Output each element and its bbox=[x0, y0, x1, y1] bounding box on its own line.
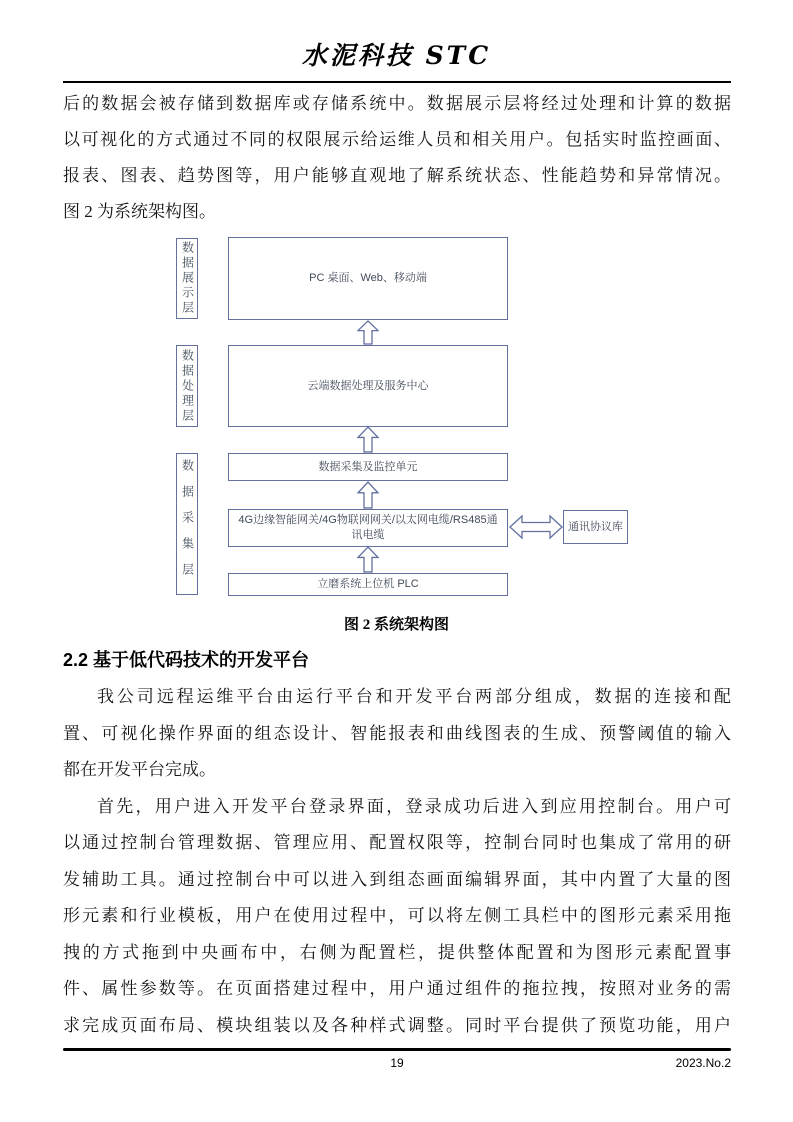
footer bbox=[63, 1054, 731, 1072]
body-line: 后的数据会被存储到数据库或存储系统中。数据展示层将经过处理和计算的数据 bbox=[63, 94, 731, 113]
section-heading: 2.2 基于低代码技术的开发平台 bbox=[63, 650, 310, 670]
box-protocol-library: 通讯协议库 bbox=[563, 510, 628, 544]
footer-rule bbox=[63, 1048, 731, 1051]
double-arrow-icon bbox=[509, 513, 563, 541]
body-line: 都在开发平台完成。 bbox=[63, 760, 216, 779]
body-line: 首先，用户进入开发平台登录界面，登录成功后进入到应用控制台。用户可 bbox=[97, 796, 731, 816]
up-arrow-icon bbox=[357, 546, 379, 573]
body-line: 拽的方式拖到中央画布中，右侧为配置栏，提供整体配置和为图形元素配置事 bbox=[63, 942, 731, 962]
body-line: 形元素和行业模板，用户在使用过程中，可以将左侧工具栏中的图形元素采用拖 bbox=[63, 906, 731, 925]
body-line: 以可视化的方式通过不同的权限展示给运维人员和相关用户。包括实时监控画面、 bbox=[63, 130, 731, 149]
body-line: 报表、图表、趋势图等，用户能够直观地了解系统状态、性能趋势和异常情况。 bbox=[63, 166, 731, 185]
box-cloud-data-center: 云端数据处理及服务中心 bbox=[228, 345, 508, 427]
box-mill-plc: 立磨系统上位机 PLC bbox=[228, 573, 508, 596]
layer-label-data-processing: 数据处理层 bbox=[176, 345, 198, 427]
body-line: 求完成页面布局、模块组装以及各种样式调整。同时平台提供了预览功能，用户 bbox=[63, 1015, 731, 1035]
layer-label-data-acquisition: 数据采集层 bbox=[176, 453, 198, 595]
body-line: 发辅助工具。通过控制台中可以进入到组态画面编辑界面，其中内置了大量的图 bbox=[63, 869, 731, 889]
body-line: 以通过控制台管理数据、管理应用、配置权限等，控制台同时也集成了常用的研 bbox=[63, 833, 731, 852]
figure-caption: 图 2 系统架构图 bbox=[343, 617, 449, 633]
up-arrow-icon bbox=[357, 481, 379, 509]
box-scada-unit: 数据采集及监控单元 bbox=[228, 453, 508, 481]
section-body bbox=[63, 679, 731, 1044]
layer-label-data-display: 数据展示层 bbox=[176, 238, 198, 319]
body-line: 置、可视化操作界面的组态设计、智能报表和曲线图表的生成、预警阈值的输入 bbox=[63, 723, 731, 743]
box-pc-web-mobile: PC 桌面、Web、移动端 bbox=[228, 237, 508, 320]
up-arrow-icon bbox=[357, 426, 379, 453]
up-arrow-icon bbox=[357, 320, 379, 345]
body-line: 图 2 为系统架构图。 bbox=[63, 202, 216, 221]
page-number: 19 bbox=[390, 1056, 404, 1070]
journal-title: 水泥科技 STC bbox=[301, 41, 492, 70]
body-line: 件、属性参数等。在页面搭建过程中，用户通过组件的拖拉拽，按照对业务的需 bbox=[63, 979, 731, 998]
issue-number: 2023.No.2 bbox=[675, 1056, 731, 1070]
body-line: 我公司远程运维平台由运行平台和开发平台两部分组成，数据的连接和配 bbox=[97, 687, 731, 706]
box-gateway-cables: 4G边缘智能网关/4G物联网网关/以太网电缆/RS485通讯电缆 bbox=[228, 509, 508, 547]
